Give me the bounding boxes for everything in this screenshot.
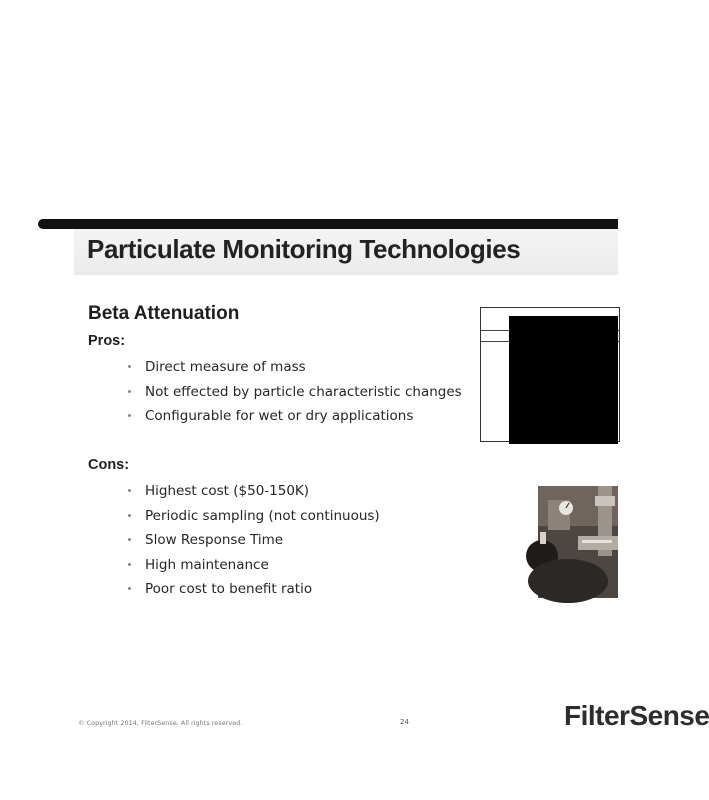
pros-item: Configurable for wet or dry applications xyxy=(128,407,462,432)
footer-copyright: © Copyright 2014, FilterSense. All rights reserved. xyxy=(78,719,243,727)
redaction-block xyxy=(509,316,618,444)
pros-label: Pros: xyxy=(88,333,126,349)
equipment-photo-illustration xyxy=(538,486,618,598)
pros-item: Not effected by particle characteristic changes xyxy=(128,383,462,408)
page-number: 24 xyxy=(400,718,409,726)
pros-item: Direct measure of mass xyxy=(128,358,462,383)
cons-item: Slow Response Time xyxy=(128,531,380,556)
pros-list xyxy=(128,358,462,432)
cons-list xyxy=(128,482,380,605)
cons-item: Highest cost ($50-150K) xyxy=(128,482,380,507)
slide-title: Particulate Monitoring Technologies xyxy=(87,234,521,264)
cons-item: Poor cost to benefit ratio xyxy=(128,580,380,605)
cons-label: Cons: xyxy=(88,457,130,473)
cons-item: Periodic sampling (not continuous) xyxy=(128,507,380,532)
equipment-photo xyxy=(538,486,618,598)
company-logo: FilterSense xyxy=(564,700,709,731)
section-subtitle: Beta Attenuation xyxy=(88,303,240,324)
cons-item: High maintenance xyxy=(128,556,380,581)
header-rule xyxy=(38,219,618,229)
